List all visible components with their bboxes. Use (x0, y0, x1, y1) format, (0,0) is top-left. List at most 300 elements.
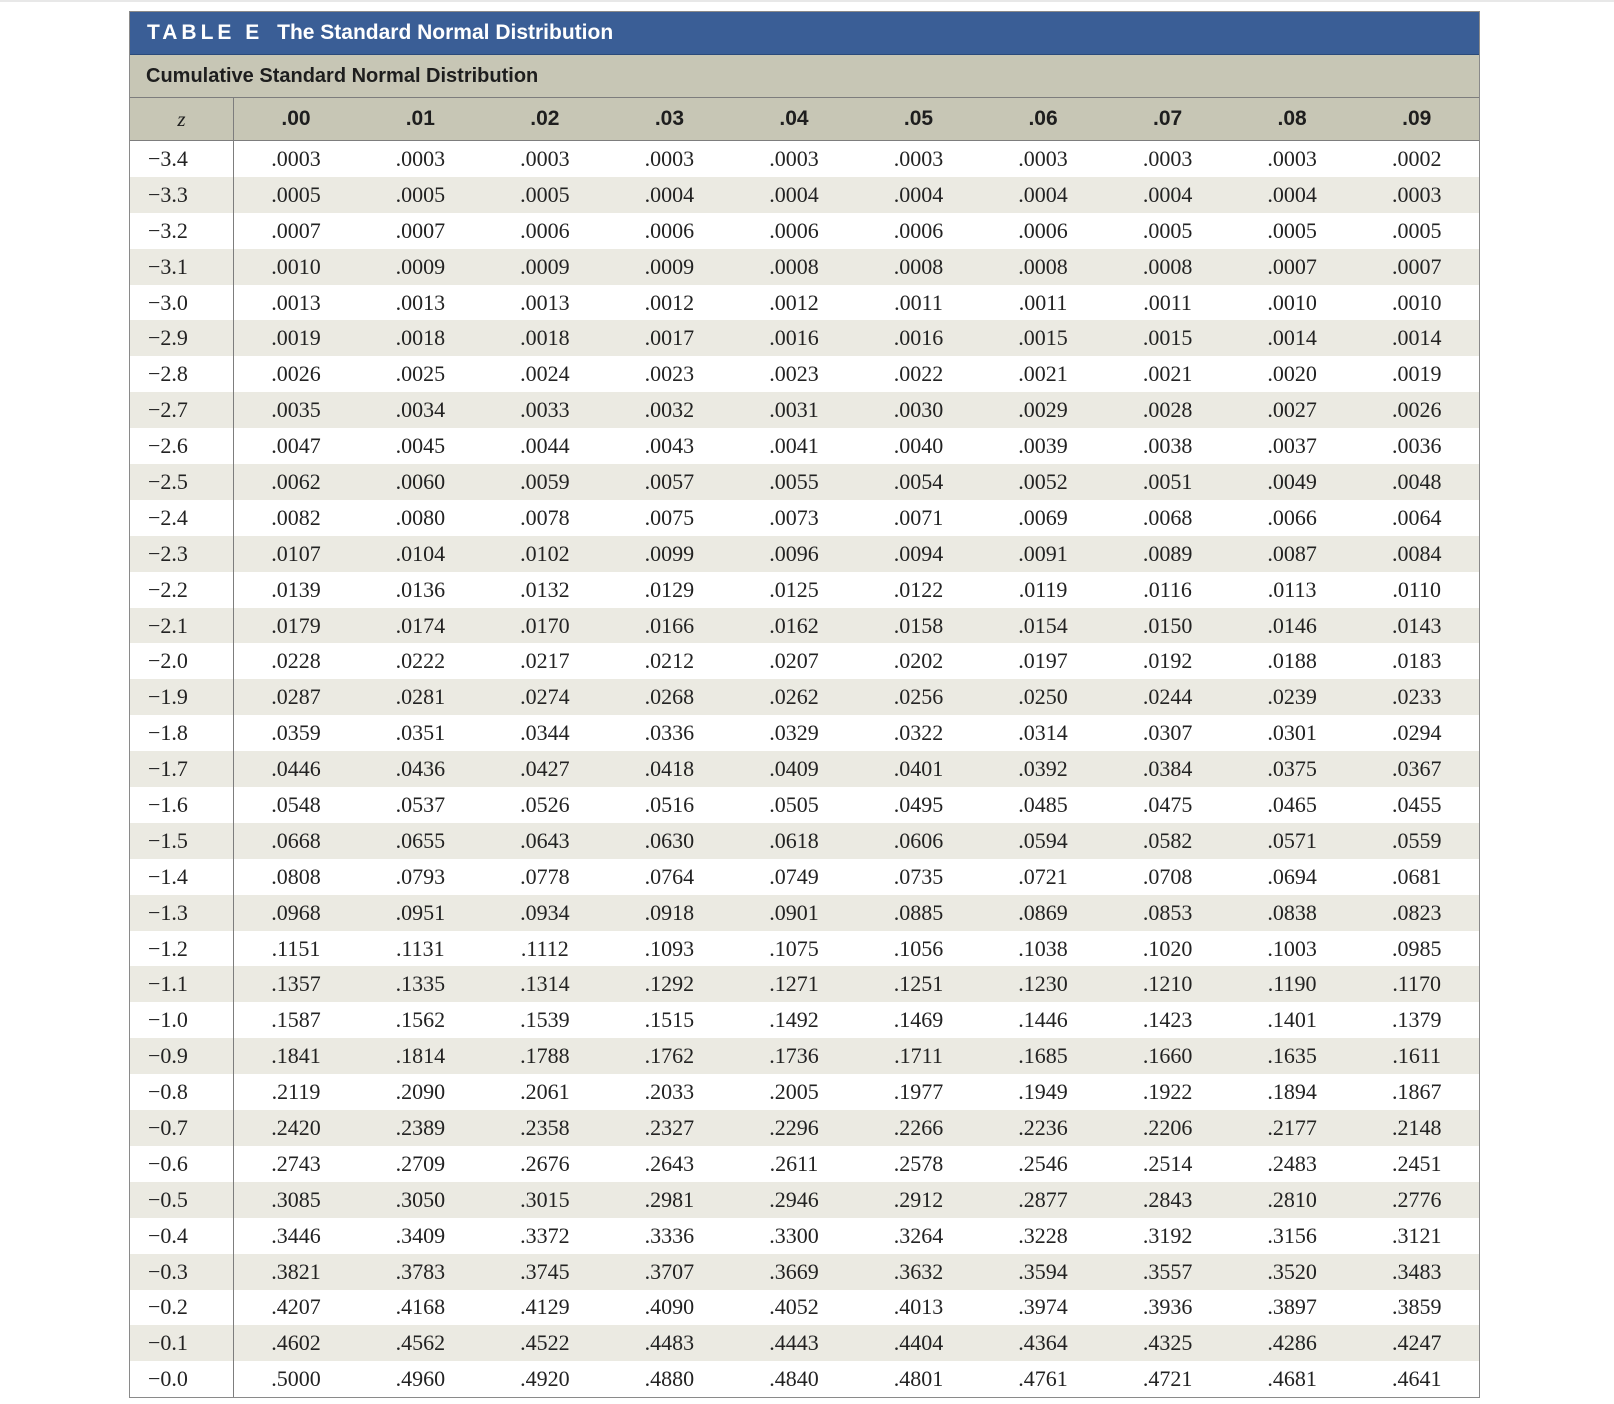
probability-cell: .2119 (271, 1079, 321, 1105)
probability-cell: .0179 (234, 608, 359, 644)
probability-cell: .0250 (981, 679, 1106, 715)
table-row (130, 715, 1479, 751)
probability-cell: .0778 (520, 863, 570, 889)
probability-cell: .0016 (732, 320, 857, 356)
probability-cell: .0885 (856, 895, 981, 931)
table-row (130, 1361, 1479, 1397)
probability-cell: .0934 (483, 895, 608, 931)
probability-cell: .0793 (395, 863, 446, 889)
probability-cell: .2810 (1230, 1182, 1355, 1218)
column-header: .08 (1230, 98, 1355, 141)
table-row (130, 643, 1479, 679)
probability-cell: .3557 (1105, 1254, 1230, 1290)
probability-cell: .1469 (893, 1007, 944, 1033)
probability-cell: .0009 (483, 249, 608, 285)
probability-cell: .0808 (271, 863, 321, 889)
probability-cell: .0409 (732, 751, 857, 787)
probability-cell: .3192 (1142, 1222, 1193, 1248)
probability-cell: .0010 (234, 249, 359, 285)
probability-cell: .0006 (1018, 217, 1068, 243)
probability-cell: .1660 (1105, 1038, 1230, 1074)
probability-cell: .3228 (1018, 1222, 1068, 1248)
probability-cell: .0314 (1018, 720, 1068, 746)
probability-cell: .0007 (1354, 249, 1479, 285)
probability-cell: .1635 (1230, 1038, 1355, 1074)
probability-cell: .0110 (1392, 576, 1442, 602)
z-table-header (130, 98, 1479, 141)
probability-cell: .3594 (981, 1254, 1106, 1290)
probability-cell: .0418 (607, 751, 732, 787)
probability-cell: .4840 (769, 1366, 819, 1392)
probability-cell: .0548 (271, 791, 321, 817)
probability-cell: .4602 (234, 1325, 359, 1361)
header-row (130, 98, 1479, 141)
probability-cell: .1423 (1142, 1007, 1193, 1033)
probability-cell: .2912 (856, 1182, 981, 1218)
probability-cell: .0436 (358, 751, 483, 787)
probability-cell: .2546 (1018, 1150, 1068, 1176)
probability-cell: .2177 (1230, 1110, 1355, 1146)
z-value-cell: −2.1 (130, 608, 234, 644)
probability-cell: .0003 (520, 145, 570, 171)
probability-cell: .0071 (893, 504, 944, 530)
z-table-body (130, 141, 1479, 1398)
normal-distribution-table (129, 11, 1480, 1398)
probability-cell: .0011 (1018, 289, 1068, 315)
probability-cell: .4960 (395, 1366, 446, 1392)
probability-cell: .1515 (644, 1007, 695, 1033)
probability-cell: .0018 (483, 320, 608, 356)
probability-cell: .1020 (1142, 935, 1193, 961)
probability-cell: .1587 (271, 1007, 321, 1033)
probability-cell: .2358 (483, 1110, 608, 1146)
table-row (130, 1074, 1479, 1110)
probability-cell: .0030 (856, 392, 981, 428)
probability-cell: .0322 (893, 720, 944, 746)
probability-cell: .3632 (856, 1254, 981, 1290)
probability-cell: .2483 (1267, 1150, 1317, 1176)
probability-cell: .4641 (1391, 1366, 1442, 1392)
z-value-cell: −2.0 (130, 643, 234, 679)
table-row (130, 213, 1479, 249)
probability-cell: .0233 (1354, 679, 1479, 715)
probability-cell: .2743 (271, 1150, 321, 1176)
probability-cell: .0019 (1391, 361, 1442, 387)
probability-cell: .0007 (1230, 249, 1355, 285)
probability-cell: .3974 (1018, 1294, 1068, 1320)
probability-cell: .0901 (732, 895, 857, 931)
probability-cell: .0643 (483, 823, 608, 859)
probability-cell: .1762 (607, 1038, 732, 1074)
probability-cell: .3669 (732, 1254, 857, 1290)
probability-cell: .0202 (893, 648, 944, 674)
probability-cell: .1539 (520, 1007, 570, 1033)
probability-cell: .0024 (520, 361, 570, 387)
probability-cell: .1251 (856, 966, 981, 1002)
probability-cell: .0013 (520, 289, 570, 315)
probability-cell: .0040 (893, 433, 944, 459)
probability-cell: .2420 (234, 1110, 359, 1146)
z-value-cell: −1.3 (130, 895, 234, 931)
probability-cell: .3520 (1230, 1254, 1355, 1290)
probability-cell: .2206 (1105, 1110, 1230, 1146)
probability-cell: .4090 (644, 1294, 695, 1320)
table-row (130, 177, 1479, 213)
z-value-cell: −2.3 (130, 536, 234, 572)
probability-cell: .0005 (1267, 217, 1317, 243)
probability-cell: .0003 (1018, 145, 1068, 171)
probability-cell: .4364 (981, 1325, 1106, 1361)
probability-cell: .0012 (644, 289, 695, 315)
probability-cell: .0183 (1391, 648, 1442, 674)
probability-cell: .0207 (769, 648, 819, 674)
probability-cell: .3015 (483, 1182, 608, 1218)
probability-cell: .0003 (644, 145, 695, 171)
probability-cell: .4286 (1230, 1325, 1355, 1361)
probability-cell: .1446 (1018, 1007, 1068, 1033)
table-title-bar (130, 12, 1479, 55)
probability-cell: .0985 (1391, 935, 1442, 961)
table-row (130, 608, 1479, 644)
probability-cell: .0122 (893, 576, 944, 602)
probability-cell: .0023 (644, 361, 695, 387)
probability-cell: .0005 (234, 177, 359, 213)
probability-cell: .3156 (1267, 1222, 1317, 1248)
probability-cell: .1003 (1267, 935, 1317, 961)
z-value-cell: −0.3 (130, 1254, 234, 1290)
probability-cell: .2005 (769, 1079, 819, 1105)
probability-cell: .0091 (981, 536, 1106, 572)
probability-cell: .2389 (358, 1110, 483, 1146)
probability-cell: .4801 (893, 1366, 944, 1392)
probability-cell: .0057 (607, 464, 732, 500)
probability-cell: .0096 (732, 536, 857, 572)
table-row (130, 500, 1479, 536)
probability-cell: .0239 (1230, 679, 1355, 715)
probability-cell: .0367 (1354, 751, 1479, 787)
z-value-cell: −1.2 (130, 931, 234, 967)
z-value-cell: −3.1 (130, 249, 234, 285)
probability-cell: .2514 (1142, 1150, 1193, 1176)
probability-cell: .0107 (234, 536, 359, 572)
probability-cell: .0029 (981, 392, 1106, 428)
probability-cell: .0823 (1354, 895, 1479, 931)
probability-cell: .0735 (893, 863, 944, 889)
table-row (130, 464, 1479, 500)
probability-cell: .0004 (732, 177, 857, 213)
probability-cell: .0013 (271, 289, 321, 315)
z-value-cell: −2.7 (130, 392, 234, 428)
z-value-cell: −0.9 (130, 1038, 234, 1074)
probability-cell: .0010 (1267, 289, 1317, 315)
probability-cell: .0129 (644, 576, 695, 602)
column-header: .06 (981, 98, 1106, 141)
probability-cell: .0375 (1230, 751, 1355, 787)
probability-cell: .0028 (1105, 392, 1230, 428)
probability-cell: .0392 (981, 751, 1106, 787)
probability-cell: .0188 (1267, 648, 1317, 674)
z-value-cell: −1.1 (130, 966, 234, 1002)
table-row (130, 1110, 1479, 1146)
probability-cell: .0505 (769, 791, 819, 817)
probability-cell: .3483 (1354, 1254, 1479, 1290)
probability-cell: .3745 (483, 1254, 608, 1290)
probability-cell: .0017 (607, 320, 732, 356)
probability-cell: .0708 (1142, 863, 1193, 889)
probability-cell: .1977 (893, 1079, 944, 1105)
probability-cell: .0002 (1391, 145, 1442, 171)
probability-cell: .0066 (1267, 504, 1317, 530)
probability-cell: .0256 (856, 679, 981, 715)
probability-cell: .0359 (271, 720, 321, 746)
table-row (130, 1254, 1479, 1290)
probability-cell: .2611 (769, 1150, 819, 1176)
probability-cell: .2578 (893, 1150, 944, 1176)
probability-cell: .0054 (856, 464, 981, 500)
probability-cell: .4325 (1105, 1325, 1230, 1361)
probability-cell: .0329 (769, 720, 819, 746)
probability-cell: .4129 (520, 1294, 570, 1320)
probability-cell: .0526 (520, 791, 570, 817)
probability-cell: .0014 (1354, 320, 1479, 356)
z-table (130, 98, 1479, 1397)
table-row (130, 859, 1479, 895)
probability-cell: .0351 (395, 720, 446, 746)
probability-cell: .0102 (483, 536, 608, 572)
z-value-cell: −3.2 (130, 213, 234, 249)
probability-cell: .0052 (981, 464, 1106, 500)
probability-cell: .1131 (395, 935, 445, 961)
table-row (130, 679, 1479, 715)
table-row (130, 249, 1479, 285)
probability-cell: .0222 (395, 648, 446, 674)
table-subtitle: Cumulative Standard Normal Distribution (130, 55, 1479, 98)
probability-cell: .2877 (981, 1182, 1106, 1218)
column-header: .07 (1105, 98, 1230, 141)
table-row (130, 428, 1479, 464)
z-value-cell: −3.4 (130, 141, 234, 177)
probability-cell: .1170 (1354, 966, 1479, 1002)
probability-cell: .0668 (234, 823, 359, 859)
probability-cell: .1151 (271, 935, 321, 961)
probability-cell: .0020 (1267, 361, 1317, 387)
probability-cell: .0217 (520, 648, 570, 674)
probability-cell: .0010 (1391, 289, 1442, 315)
probability-cell: .0023 (769, 361, 819, 387)
probability-cell: .1038 (1018, 935, 1068, 961)
probability-cell: .0082 (271, 504, 321, 530)
probability-cell: .0039 (1018, 433, 1068, 459)
probability-cell: .4247 (1354, 1325, 1479, 1361)
z-value-cell: −1.9 (130, 679, 234, 715)
z-value-cell: −1.8 (130, 715, 234, 751)
probability-cell: .2061 (520, 1079, 570, 1105)
table-row (130, 1182, 1479, 1218)
probability-cell: .0162 (732, 608, 857, 644)
probability-cell: .3372 (520, 1222, 570, 1248)
probability-cell: .2296 (732, 1110, 857, 1146)
probability-cell: .1562 (395, 1007, 446, 1033)
z-value-cell: −0.5 (130, 1182, 234, 1218)
z-value-cell: −2.9 (130, 320, 234, 356)
probability-cell: .0427 (483, 751, 608, 787)
probability-cell: .0073 (769, 504, 819, 530)
probability-cell: .0516 (644, 791, 695, 817)
probability-cell: .4920 (520, 1366, 570, 1392)
z-value-cell: −0.7 (130, 1110, 234, 1146)
table-row (130, 966, 1479, 1002)
table-row (130, 141, 1479, 177)
probability-cell: .1230 (981, 966, 1106, 1002)
z-value-cell: −2.6 (130, 428, 234, 464)
probability-cell: .1190 (1230, 966, 1355, 1002)
probability-cell: .0008 (856, 249, 981, 285)
probability-cell: .0007 (271, 217, 321, 243)
z-value-cell: −1.0 (130, 1002, 234, 1038)
probability-cell: .0307 (1142, 720, 1193, 746)
z-value-cell: −1.7 (130, 751, 234, 787)
probability-cell: .0032 (607, 392, 732, 428)
probability-cell: .0268 (607, 679, 732, 715)
probability-cell: .0007 (395, 217, 446, 243)
probability-cell: .2946 (732, 1182, 857, 1218)
probability-cell: .1357 (234, 966, 359, 1002)
probability-cell: .0003 (271, 145, 321, 171)
probability-cell: .1112 (520, 935, 569, 961)
probability-cell: .1949 (1018, 1079, 1068, 1105)
probability-cell: .2451 (1391, 1150, 1442, 1176)
probability-cell: .0016 (856, 320, 981, 356)
probability-cell: .0059 (483, 464, 608, 500)
probability-cell: .0099 (607, 536, 732, 572)
probability-cell: .0031 (732, 392, 857, 428)
table-row (130, 572, 1479, 608)
probability-cell: .2643 (644, 1150, 695, 1176)
table-title: The Standard Normal Distribution (277, 21, 614, 44)
column-header: .09 (1354, 98, 1479, 141)
probability-cell: .0021 (1142, 361, 1193, 387)
probability-cell: .1685 (981, 1038, 1106, 1074)
probability-cell: .0344 (520, 720, 570, 746)
table-row (130, 285, 1479, 321)
probability-cell: .0018 (358, 320, 483, 356)
probability-cell: .3409 (395, 1222, 446, 1248)
probability-cell: .0582 (1105, 823, 1230, 859)
probability-cell: .0465 (1267, 791, 1317, 817)
probability-cell: .0721 (1018, 863, 1068, 889)
probability-cell: .4168 (395, 1294, 446, 1320)
probability-cell: .3859 (1391, 1294, 1442, 1320)
probability-cell: .1093 (644, 935, 695, 961)
probability-cell: .0630 (607, 823, 732, 859)
probability-cell: .0132 (520, 576, 570, 602)
probability-cell: .0655 (358, 823, 483, 859)
probability-cell: .0853 (1105, 895, 1230, 931)
probability-cell: .0035 (234, 392, 359, 428)
probability-cell: .2776 (1354, 1182, 1479, 1218)
column-header-z: z (130, 98, 234, 141)
probability-cell: .1492 (769, 1007, 819, 1033)
probability-cell: .0212 (644, 648, 695, 674)
page-top-rule (0, 0, 1614, 2)
probability-cell: .0166 (607, 608, 732, 644)
probability-cell: .0003 (1354, 177, 1479, 213)
probability-cell: .0003 (395, 145, 446, 171)
z-value-cell: −0.6 (130, 1146, 234, 1182)
probability-cell: .1379 (1391, 1007, 1442, 1033)
probability-cell: .0681 (1391, 863, 1442, 889)
z-value-cell: −3.3 (130, 177, 234, 213)
probability-cell: .1401 (1267, 1007, 1317, 1033)
probability-cell: .0006 (644, 217, 695, 243)
probability-cell: .0036 (1391, 433, 1442, 459)
table-row (130, 895, 1479, 931)
probability-cell: .0003 (769, 145, 819, 171)
probability-cell: .4761 (1018, 1366, 1068, 1392)
probability-cell: .0033 (483, 392, 608, 428)
probability-cell: .0694 (1267, 863, 1317, 889)
probability-cell: .0009 (607, 249, 732, 285)
column-header: .01 (358, 98, 483, 141)
probability-cell: .0025 (395, 361, 446, 387)
probability-cell: .0089 (1105, 536, 1230, 572)
probability-cell: .4483 (607, 1325, 732, 1361)
probability-cell: .0005 (483, 177, 608, 213)
probability-cell: .0006 (520, 217, 570, 243)
probability-cell: .0009 (358, 249, 483, 285)
probability-cell: .0006 (893, 217, 944, 243)
probability-cell: .0455 (1391, 791, 1442, 817)
probability-cell: .4404 (856, 1325, 981, 1361)
probability-cell: .4443 (732, 1325, 857, 1361)
table-row (130, 751, 1479, 787)
probability-cell: .3264 (893, 1222, 944, 1248)
probability-cell: .4052 (769, 1294, 819, 1320)
probability-cell: .0594 (981, 823, 1106, 859)
probability-cell: .0136 (395, 576, 446, 602)
probability-cell: .0049 (1230, 464, 1355, 500)
z-value-cell: −1.6 (130, 787, 234, 823)
probability-cell: .0068 (1142, 504, 1193, 530)
probability-cell: .0034 (358, 392, 483, 428)
probability-cell: .2090 (395, 1079, 446, 1105)
probability-cell: .0005 (358, 177, 483, 213)
probability-cell: .0749 (769, 863, 819, 889)
probability-cell: .0021 (1018, 361, 1068, 387)
table-row (130, 823, 1479, 859)
probability-cell: .1056 (893, 935, 944, 961)
z-value-cell: −2.5 (130, 464, 234, 500)
probability-cell: .2236 (981, 1110, 1106, 1146)
probability-cell: .4681 (1267, 1366, 1317, 1392)
probability-cell: .0125 (769, 576, 819, 602)
probability-cell: .0003 (893, 145, 944, 171)
probability-cell: .0008 (1105, 249, 1230, 285)
probability-cell: .2676 (520, 1150, 570, 1176)
table-row (130, 320, 1479, 356)
z-value-cell: −0.4 (130, 1218, 234, 1254)
probability-cell: .0143 (1354, 608, 1479, 644)
table-row (130, 356, 1479, 392)
probability-cell: .0197 (1018, 648, 1068, 674)
table-row (130, 1146, 1479, 1182)
probability-cell: .2148 (1354, 1110, 1479, 1146)
z-value-cell: −0.2 (130, 1290, 234, 1326)
probability-cell: .1922 (1142, 1079, 1193, 1105)
table-row (130, 787, 1479, 823)
probability-cell: .0281 (358, 679, 483, 715)
z-value-cell: −2.2 (130, 572, 234, 608)
